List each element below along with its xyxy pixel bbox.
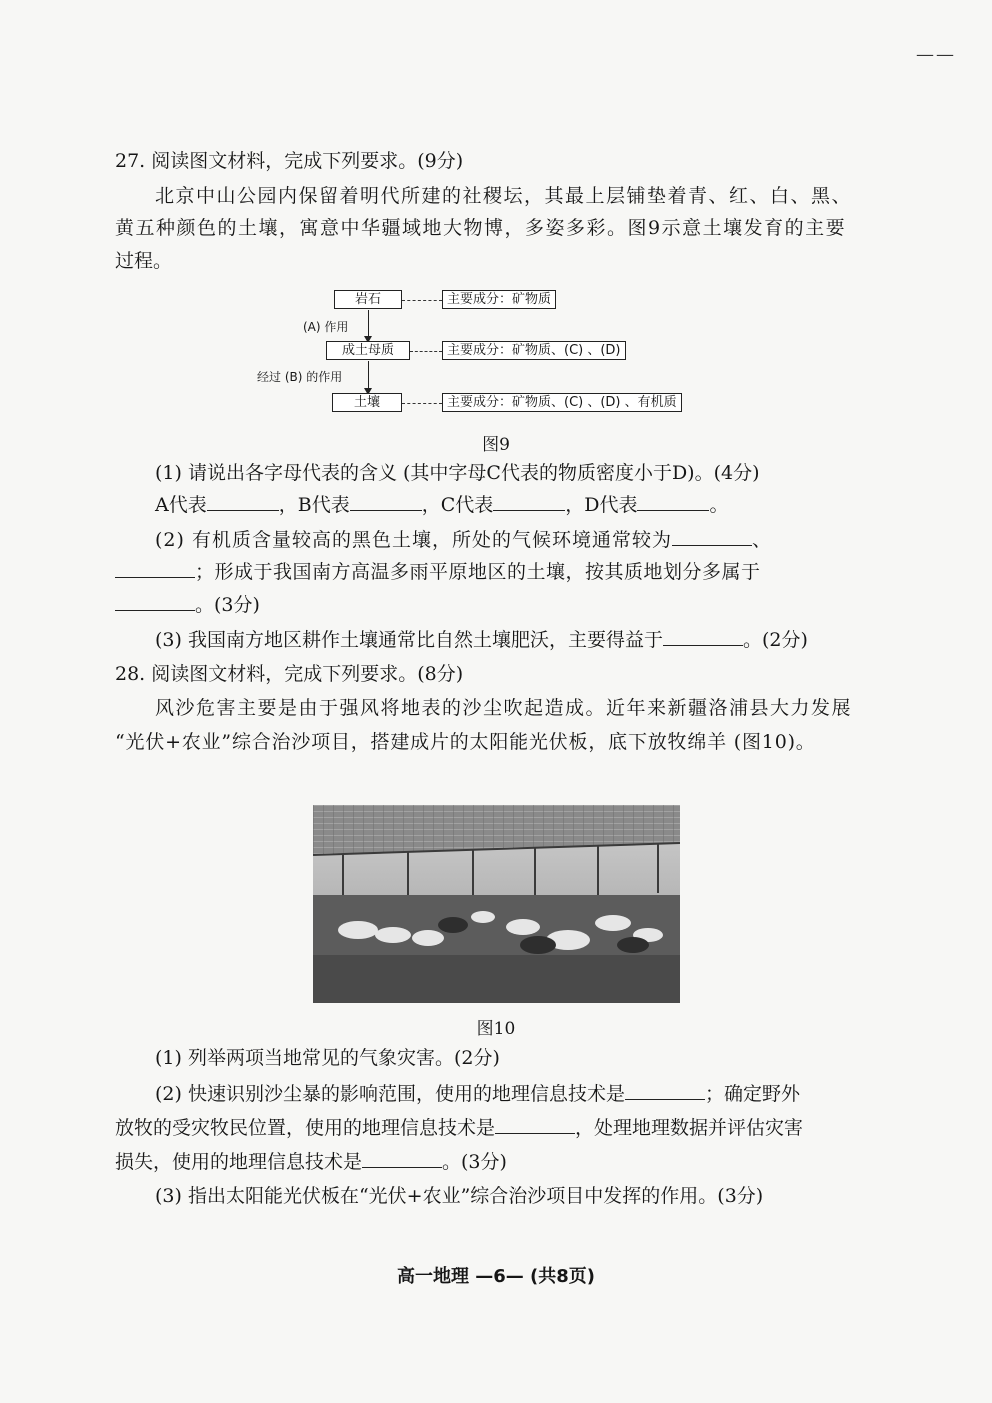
answer-blank-b[interactable]: [350, 490, 422, 511]
q27-para-1: 北京中山公园内保留着明代所建的社稷坛，其最上层铺垫着青、红、白、黑、: [155, 185, 853, 207]
parent-material-box: 成土母质: [326, 341, 410, 360]
q28-sub3: (3) 指出太阳能光伏板在“光伏+农业”综合治沙项目中发挥的作用。(3分): [155, 1185, 764, 1207]
q27-sub1-blanks: [155, 490, 880, 520]
q27-para-2: 黄五种颜色的土壤，寓意中华疆域地大物博，多姿多彩。图9示意土壤发育的主要: [115, 217, 847, 239]
label-b: ，B代表: [278, 494, 350, 516]
label-c: ，C代表: [421, 494, 494, 516]
q27-title: 27. 阅读图文材料，完成下列要求。(9分): [115, 150, 464, 172]
answer-blank-climate-1[interactable]: [672, 525, 752, 546]
q27-para-3: 过程。: [115, 250, 173, 272]
solar-sheep-photo: [313, 805, 680, 1003]
q28-para-2: “光伏+农业”综合治沙项目，搭建成片的太阳能光伏板，底下放牧绵羊 (图10)。: [115, 731, 816, 753]
parent-composition-box: 主要成分：矿物质、(C) 、(D): [442, 341, 626, 360]
q28-sub2-text: 损失，使用的地理信息技术是: [115, 1151, 363, 1173]
q28-sub2-line2: [115, 1113, 880, 1143]
q28-sub1: (1) 列举两项当地常见的气象灾害。(2分): [155, 1047, 500, 1069]
answer-blank-climate-2[interactable]: [115, 557, 195, 578]
figure-10-caption: 图10: [476, 1019, 516, 1039]
q27-sub2-line1: [155, 525, 880, 555]
label-d: ，D代表: [565, 494, 638, 516]
q27-sub2-score: 。(3分): [195, 594, 260, 616]
answer-blank-fertility[interactable]: [663, 625, 743, 646]
page-footer: 高一地理 —6— (共8页): [396, 1266, 596, 1287]
connector-line: [410, 351, 442, 352]
arrow-b-label: 经过 (B) 的作用: [257, 370, 343, 384]
photo-illustration: [313, 805, 680, 1003]
connector-line: [402, 403, 442, 404]
q28-sub2-text: 放牧的受灾牧民位置，使用的地理信息技术是: [115, 1117, 496, 1139]
q28-para-1: 风沙危害主要是由于强风将地表的沙尘吹起造成。近年来新疆洛浦县大力发展: [155, 697, 853, 719]
answer-blank-d[interactable]: [637, 490, 709, 511]
answer-blank-texture[interactable]: [115, 590, 195, 611]
answer-blank-rs[interactable]: [625, 1079, 705, 1100]
q28-sub2-text: (2) 快速识别沙尘暴的影响范围，使用的地理信息技术是: [155, 1083, 625, 1105]
rock-composition-box: 主要成分：矿物质: [442, 290, 556, 309]
q28-sub2-text: ，处理地理数据并评估灾害: [575, 1117, 804, 1139]
q27-sub2-text: (2) 有机质含量较高的黑色土壤，所处的气候环境通常较为: [155, 529, 672, 551]
q28-sub2-line3: [115, 1147, 880, 1177]
q28-sub2-text: ；确定野外: [704, 1083, 800, 1105]
q27-sub2-line3: [115, 590, 880, 620]
q27-sub2-line2: [115, 557, 880, 587]
arrow-a-label: (A) 作用: [303, 320, 349, 334]
q27-sub3-score: 。(2分): [742, 629, 808, 651]
figure-9-caption: 图9: [482, 435, 510, 455]
corner-mark: ——: [916, 44, 956, 65]
q27-sub3-text: (3) 我国南方地区耕作土壤通常比自然土壤肥沃，主要得益于: [155, 629, 663, 651]
q28-sub2-score: 。(3分): [442, 1151, 507, 1173]
q27-sub1: (1) 请说出各字母代表的含义 (其中字母C代表的物质密度小于D)。(4分): [155, 462, 760, 484]
answer-blank-gis[interactable]: [362, 1147, 442, 1168]
punct: 、: [751, 529, 772, 551]
answer-blank-a[interactable]: [207, 490, 279, 511]
label-a: A代表: [155, 494, 207, 516]
connector-line: [402, 300, 442, 301]
soil-box: 土壤: [332, 393, 402, 412]
q27-sub3: [155, 625, 880, 655]
rock-box: 岩石: [334, 290, 402, 309]
q28-title: 28. 阅读图文材料，完成下列要求。(8分): [115, 663, 464, 685]
answer-blank-c[interactable]: [493, 490, 565, 511]
sentence-end: 。: [709, 494, 729, 516]
answer-blank-gnss[interactable]: [495, 1113, 575, 1134]
soil-composition-box: 主要成分：矿物质、(C) 、(D) 、有机质: [442, 393, 682, 412]
q27-sub2-text: ；形成于我国南方高温多雨平原地区的土壤，按其质地划分多属于: [195, 561, 761, 583]
q28-sub2-line1: [155, 1079, 880, 1109]
